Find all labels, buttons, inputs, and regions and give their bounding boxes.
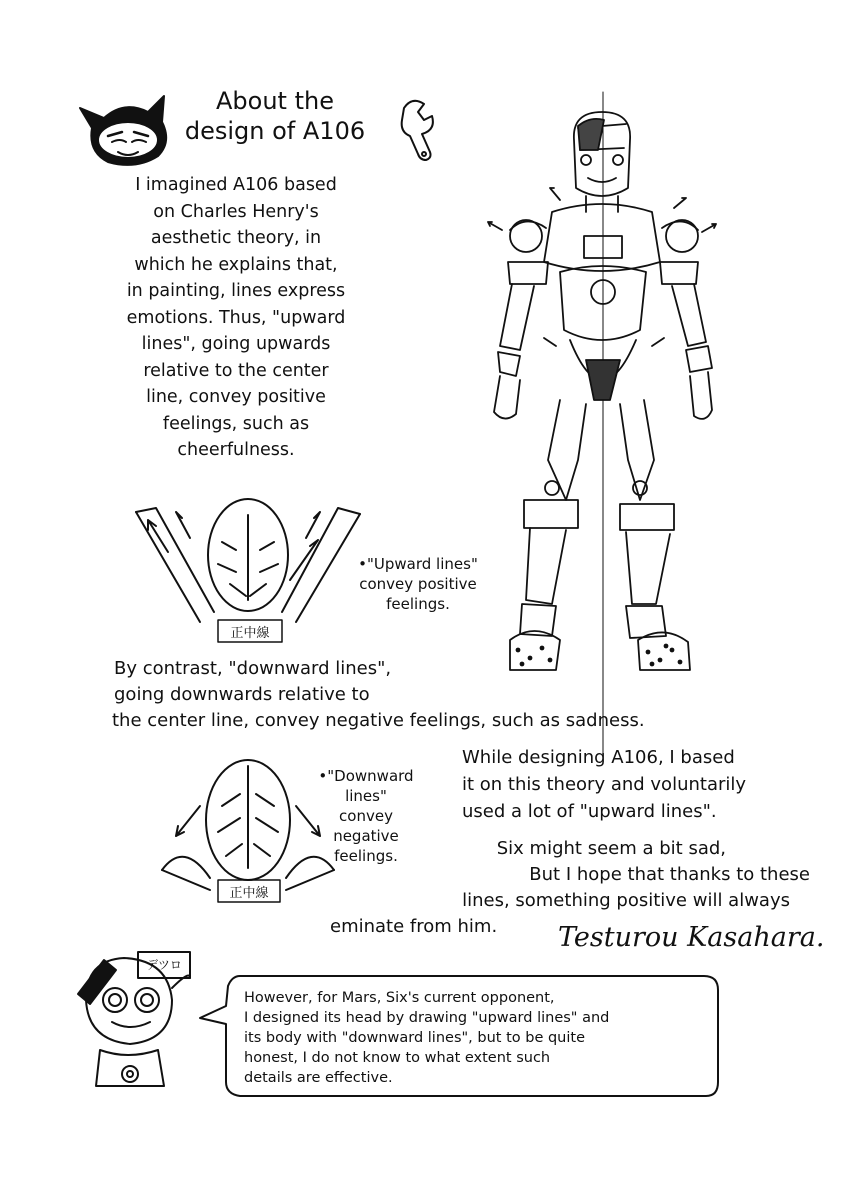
intro-line: on Charles Henry's bbox=[153, 201, 319, 222]
title-line-2: design of A106 bbox=[184, 117, 366, 145]
bubble-line: details are effective. bbox=[244, 1070, 393, 1086]
design-note-paragraph bbox=[462, 744, 832, 825]
downward-caption-line: negative bbox=[333, 827, 399, 845]
intro-line: emotions. Thus, "upward bbox=[126, 307, 346, 328]
intro-line: cheerfulness. bbox=[177, 440, 295, 460]
downward-caption-line: convey bbox=[339, 807, 393, 825]
design-note-line: While designing A106, I based bbox=[462, 747, 735, 768]
intro-line: I imagined A106 based bbox=[135, 175, 337, 195]
intro-line: lines", going upwards bbox=[141, 334, 331, 354]
design-note-line: used a lot of "upward lines". bbox=[462, 801, 717, 822]
downward-caption-line: lines" bbox=[345, 787, 387, 805]
contrast-line: By contrast, "downward lines", bbox=[114, 658, 392, 679]
bubble-line: its body with "downward lines", but to be quite bbox=[244, 1030, 586, 1046]
upward-caption-line: convey positive bbox=[359, 575, 477, 593]
title bbox=[150, 86, 400, 146]
center-line-label-up: 正中線 bbox=[230, 626, 270, 641]
title-line-1: About the bbox=[216, 87, 334, 115]
author-signature: Testurou Kasahara. bbox=[558, 922, 825, 953]
contrast-line: going downwards relative to bbox=[114, 684, 370, 705]
six-note-line: Six might seem a bit sad, bbox=[496, 838, 726, 859]
intro-line: relative to the center bbox=[143, 360, 329, 381]
mascot-sign-text: デツロ bbox=[146, 958, 182, 972]
intro-line: which he explains that, bbox=[134, 254, 338, 275]
intro-paragraph bbox=[96, 172, 376, 464]
intro-line: feelings, such as bbox=[162, 413, 310, 434]
center-line-label-down: 正中線 bbox=[229, 886, 269, 901]
contrast-paragraph bbox=[112, 656, 772, 734]
wrench-icon bbox=[402, 101, 433, 160]
six-note-line: eminate from him. bbox=[330, 916, 498, 937]
intro-line: in painting, lines express bbox=[126, 281, 346, 301]
downward-caption-line: •"Downward bbox=[318, 767, 414, 785]
six-note-line: But I hope that thanks to these bbox=[529, 864, 810, 885]
six-note-line: lines, something positive will always bbox=[462, 890, 790, 911]
upward-caption-line: •"Upward lines" bbox=[358, 555, 478, 573]
upward-lines-diagram bbox=[136, 499, 360, 642]
downward-caption-line: feelings. bbox=[334, 847, 398, 865]
bubble-line: However, for Mars, Six's current opponent, bbox=[244, 990, 555, 1006]
speech-bubble-text bbox=[244, 988, 714, 1088]
contrast-line: the center line, convey negative feelings, such as sadness. bbox=[112, 710, 645, 731]
intro-line: line, convey positive bbox=[146, 387, 326, 407]
design-note-line: it on this theory and voluntarily bbox=[462, 774, 747, 795]
intro-line: aesthetic theory, in bbox=[150, 228, 322, 248]
upward-caption bbox=[338, 554, 498, 614]
bubble-line: honest, I do not know to what extent such bbox=[244, 1050, 551, 1066]
upward-caption-line: feelings. bbox=[386, 595, 450, 613]
bubble-line: I designed its head by drawing "upward lines" and bbox=[244, 1010, 610, 1026]
